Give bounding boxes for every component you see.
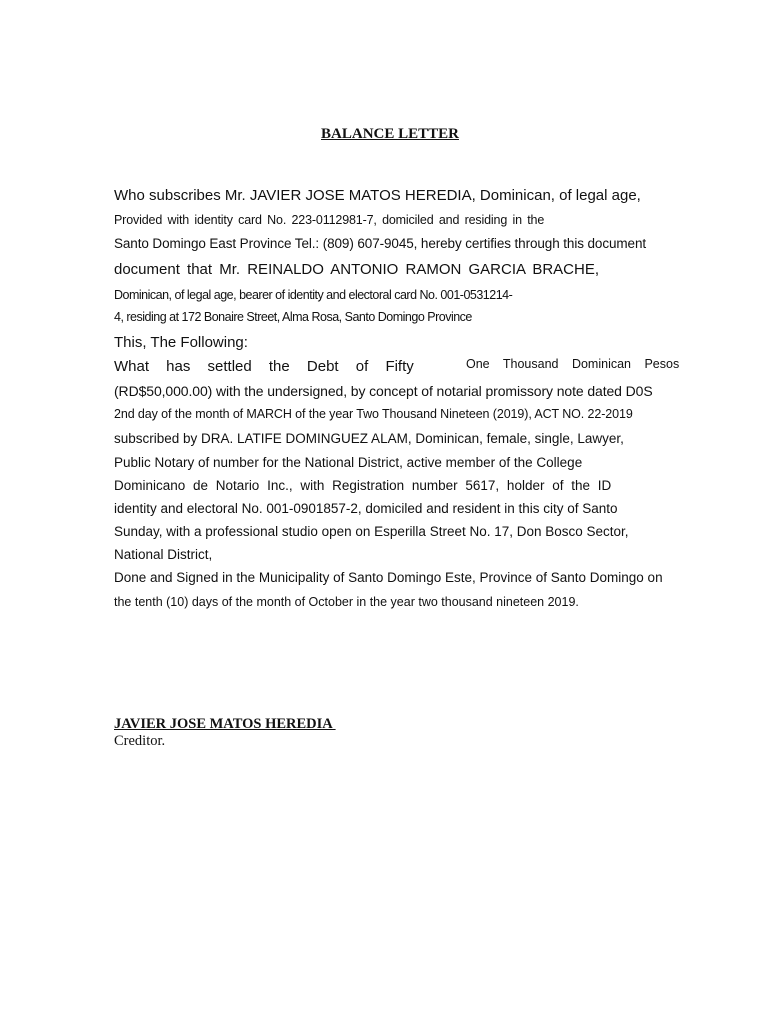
line-text: Sunday, with a professional studio open on Esperilla Street No. 17, Don Bosco Sector, xyxy=(114,524,629,539)
line-text: Dominicano de Notario Inc., with Registration number 5617, holder of the ID xyxy=(114,478,612,493)
line-text: Provided with identity card No. 223-0112981-7, domiciled and residing in the xyxy=(114,213,545,227)
body-line-9 xyxy=(114,383,680,399)
body-line-7 xyxy=(114,334,680,351)
line-text: 4, residing at 172 Bonaire Street, Alma Rosa, Santo Domingo Province xyxy=(114,310,472,324)
body-line-8-left xyxy=(114,358,414,375)
body-line-8-right xyxy=(466,357,680,371)
line-text: identity and electoral No. 001-0901857-2, domiciled and resident in this city of Santo xyxy=(114,501,618,516)
body-line-15 xyxy=(114,524,680,539)
line-text: Public Notary of number for the National District, active member of the College xyxy=(114,455,583,470)
body-line-13 xyxy=(114,478,680,493)
body-line-10 xyxy=(114,407,680,421)
body-line-18 xyxy=(114,595,680,609)
line-text: What has settled the Debt of Fifty xyxy=(114,358,414,375)
line-text: 2nd day of the month of MARCH of the year Two Thousand Nineteen (2019), ACT NO. 22-2019 xyxy=(114,407,633,421)
line-text: Who subscribes Mr. JAVIER JOSE MATOS HEREDIA, Dominican, of legal age, xyxy=(114,187,641,204)
line-text: Done and Signed in the Municipality of Santo Domingo Este, Province of Santo Domingo on xyxy=(114,570,663,585)
body-line-5 xyxy=(114,288,680,302)
signature-role: Creditor. xyxy=(114,733,166,749)
line-text: This, The Following: xyxy=(114,334,248,351)
body-line-6 xyxy=(114,310,680,324)
body-line-12 xyxy=(114,455,680,470)
body-line-14 xyxy=(114,501,680,516)
document-title: BALANCE LETTER xyxy=(321,126,459,142)
line-text: Dominican, of legal age, bearer of identity and electoral card No. 001-0531214- xyxy=(114,288,513,302)
line-text: National District, xyxy=(114,547,213,562)
body-line-1 xyxy=(114,187,680,204)
line-text: subscribed by DRA. LATIFE DOMINGUEZ ALAM, Dominican, female, single, Lawyer, xyxy=(114,431,624,446)
line-text: document that Mr. REINALDO ANTONIO RAMON GARCIA BRACHE, xyxy=(114,261,600,278)
line-text: (RD$50,000.00) with the undersigned, by concept of notarial promissory note dated D0S xyxy=(114,383,653,399)
line-text: One Thousand Dominican Pesos xyxy=(466,357,680,371)
body-line-4 xyxy=(114,261,680,278)
line-text: the tenth (10) days of the month of October in the year two thousand nineteen 2019. xyxy=(114,595,579,609)
body-line-11 xyxy=(114,431,680,446)
body-line-3 xyxy=(114,236,680,251)
line-text: Santo Domingo East Province Tel.: (809) 607-9045, hereby certifies through this document xyxy=(114,236,647,251)
body-line-17 xyxy=(114,570,680,585)
body-line-16 xyxy=(114,547,680,562)
body-line-2 xyxy=(114,213,680,227)
signature-name: JAVIER JOSE MATOS HEREDIA xyxy=(114,716,336,732)
